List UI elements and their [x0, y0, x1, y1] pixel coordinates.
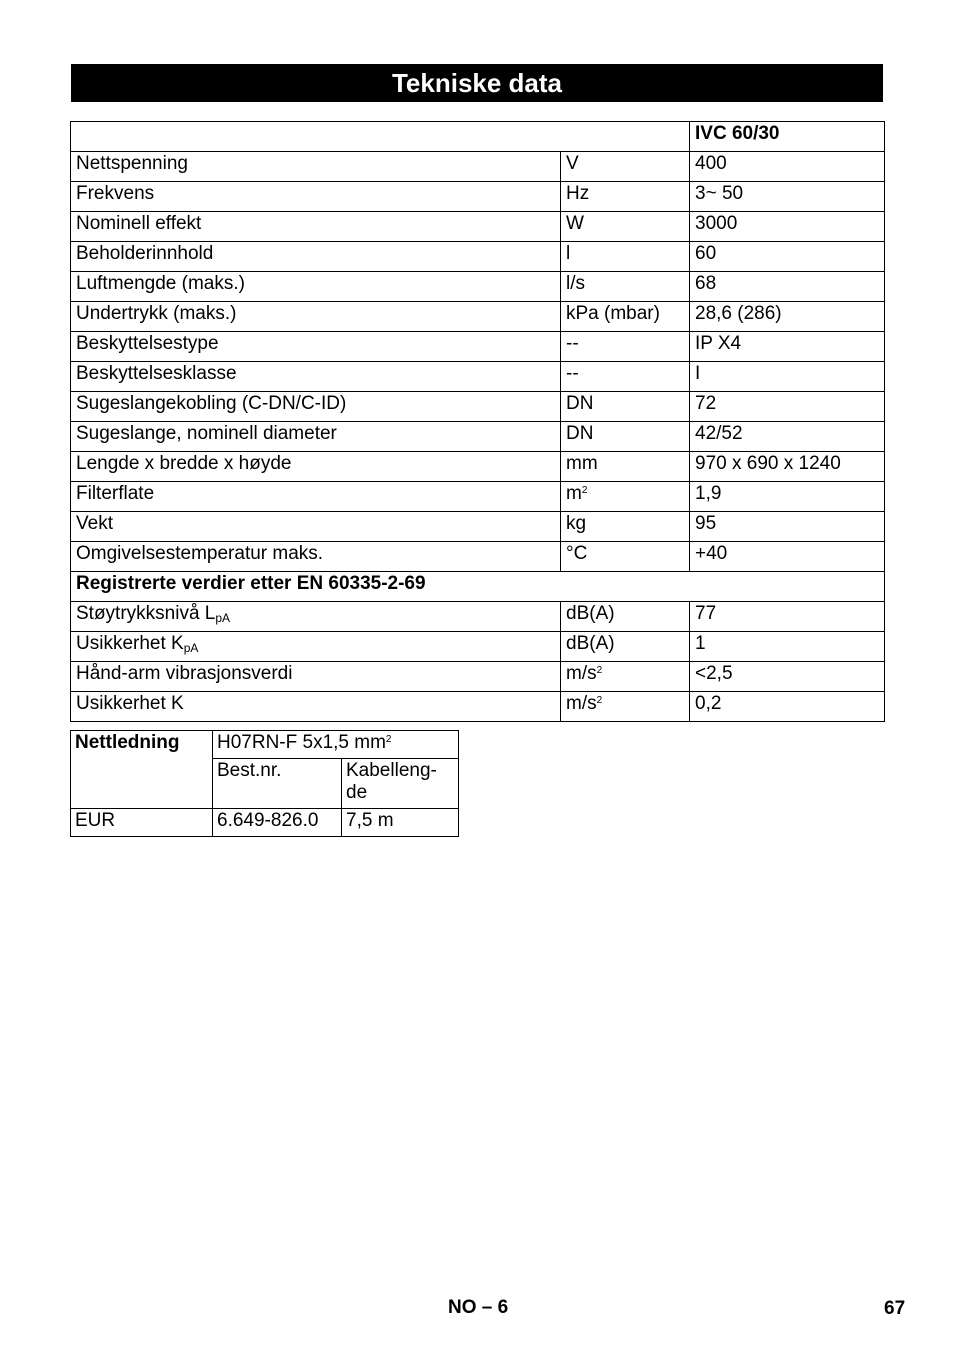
spec-unit: l/s — [561, 272, 690, 302]
spec-label: Luftmengde (maks.) — [71, 272, 561, 302]
spec-label: Beskyttelsesklasse — [71, 362, 561, 392]
cable-col-order-no: Best.nr. — [213, 759, 342, 809]
cable-row-region: EUR — [71, 809, 213, 837]
spec-label: Usikkerhet K — [71, 692, 561, 722]
spec-value: 95 — [690, 512, 885, 542]
table-row — [71, 602, 885, 632]
table-row — [71, 512, 885, 542]
table-row — [71, 482, 885, 512]
spec-value: 77 — [690, 602, 885, 632]
section-header-row — [71, 572, 885, 602]
spec-label: Nettspenning — [71, 152, 561, 182]
model-header: IVC 60/30 — [690, 122, 885, 152]
table-row — [71, 392, 885, 422]
spec-value: 3000 — [690, 212, 885, 242]
spec-unit: DN — [561, 392, 690, 422]
spec-unit: kg — [561, 512, 690, 542]
table-row — [71, 302, 885, 332]
spec-unit: dB(A) — [561, 632, 690, 662]
spec-value: +40 — [690, 542, 885, 572]
spec-value: 68 — [690, 272, 885, 302]
cable-table — [70, 730, 459, 837]
table-row — [71, 212, 885, 242]
spec-label: Vekt — [71, 512, 561, 542]
table-row — [71, 332, 885, 362]
table-row — [71, 362, 885, 392]
spec-unit: dB(A) — [561, 602, 690, 632]
spec-label: Sugeslange, nominell diameter — [71, 422, 561, 452]
spec-label: Nominell effekt — [71, 212, 561, 242]
cable-type: H07RN-F 5x1,5 $mm^2$ — [213, 731, 459, 759]
spec-unit: $m^2$ — [561, 482, 690, 512]
cable-header: Nettledning — [71, 731, 213, 809]
spec-label: Usikkerhet $K_{pA}$ — [71, 632, 561, 662]
spec-unit: W — [561, 212, 690, 242]
spec-unit: mm — [561, 452, 690, 482]
spec-label: Beholderinnhold — [71, 242, 561, 272]
spec-unit: V — [561, 152, 690, 182]
spec-unit: -- — [561, 332, 690, 362]
footer-section-label: NO – 6 — [448, 1297, 509, 1318]
table-row — [71, 242, 885, 272]
page-title: Tekniske data — [71, 64, 883, 102]
spec-value: I — [690, 362, 885, 392]
table-row — [71, 692, 885, 722]
spec-unit: l — [561, 242, 690, 272]
table-row — [71, 662, 885, 692]
spec-label: Frekvens — [71, 182, 561, 212]
cable-col-length: Kabelleng- de — [342, 759, 459, 809]
cable-row-order-no: 6.649-826.0 — [213, 809, 342, 837]
spec-value: 400 — [690, 152, 885, 182]
spec-label: Lengde x bredde x høyde — [71, 452, 561, 482]
spec-label: Hånd-arm vibrasjonsverdi — [71, 662, 561, 692]
spec-value: 60 — [690, 242, 885, 272]
header-empty-cell — [71, 122, 690, 152]
spec-value: 72 — [690, 392, 885, 422]
spec-unit: kPa (mbar) — [561, 302, 690, 332]
spec-value: 0,2 — [690, 692, 885, 722]
table-header-row — [71, 122, 885, 152]
table-row — [71, 452, 885, 482]
spec-label: Sugeslangekobling (C-DN/C-ID) — [71, 392, 561, 422]
spec-value: 970 x 690 x 1240 — [690, 452, 885, 482]
spec-value: 3~ 50 — [690, 182, 885, 212]
table-row — [71, 632, 885, 662]
spec-value: 1,9 — [690, 482, 885, 512]
spec-label: Omgivelsestemperatur maks. — [71, 542, 561, 572]
table-row — [71, 182, 885, 212]
spec-value: <2,5 — [690, 662, 885, 692]
table-row — [71, 272, 885, 302]
spec-value: 28,6 (286) — [690, 302, 885, 332]
spec-unit: Hz — [561, 182, 690, 212]
tech-data-table — [70, 121, 885, 722]
spec-unit: -- — [561, 362, 690, 392]
table-row — [71, 422, 885, 452]
spec-label: Filterflate — [71, 482, 561, 512]
spec-label: Støytrykksnivå $L_{pA}$ — [71, 602, 561, 632]
section-header: Registrerte verdier etter EN 60335-2-69 — [71, 572, 885, 602]
spec-unit: DN — [561, 422, 690, 452]
spec-value: 1 — [690, 632, 885, 662]
footer-page-number: 67 — [884, 1298, 906, 1319]
cable-row-length: 7,5 m — [342, 809, 459, 837]
spec-unit: $m/s^2$ — [561, 662, 690, 692]
spec-unit: °C — [561, 542, 690, 572]
table-row — [71, 542, 885, 572]
spec-value: 42/52 — [690, 422, 885, 452]
spec-value: IP X4 — [690, 332, 885, 362]
spec-unit: $m/s^2$ — [561, 692, 690, 722]
spec-label: Beskyttelsestype — [71, 332, 561, 362]
table-row — [71, 152, 885, 182]
spec-label: Undertrykk (maks.) — [71, 302, 561, 332]
